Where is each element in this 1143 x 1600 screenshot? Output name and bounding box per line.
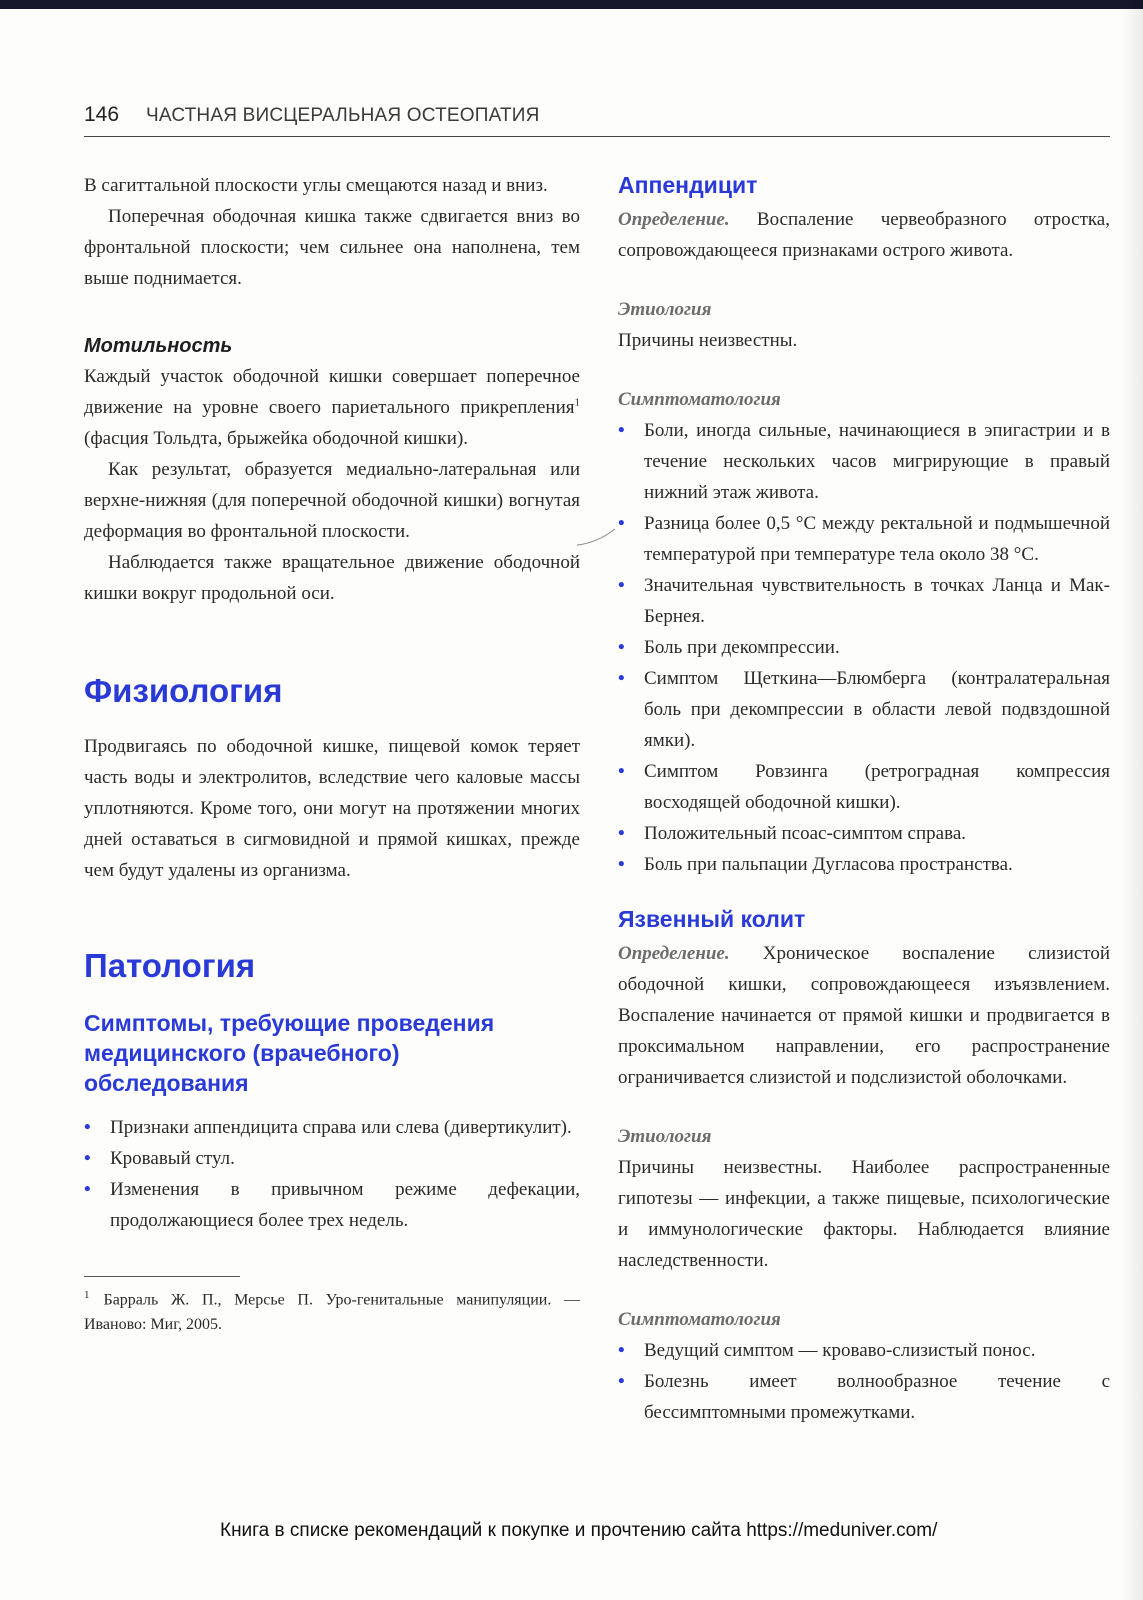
colitis-etiology: Причины неизвестны. Наиболее распространенные гипотезы — инфекции, а также пищевые, психологические и иммунологические факторы. Наблюдается влияние наследственности.	[618, 1157, 1110, 1271]
appendicitis-etiology-label: Этиология	[618, 299, 712, 320]
appendicitis-symptoms-list	[618, 415, 1110, 880]
paragraph-sagittal: В сагиттальной плоскости углы смещаются назад и вниз.	[84, 175, 548, 196]
list-item: • Симптом Ровзинга (ретроградная компрессия восходящей ободочной кишки).	[618, 756, 1110, 818]
footnote-ref: 1	[574, 396, 580, 409]
chapter-title: ЧАСТНАЯ ВИСЦЕРАЛЬНАЯ ОСТЕОПАТИЯ	[146, 105, 540, 126]
paragraph-rotation: Наблюдается также вращательное движение ободочной кишки вокруг продольной оси.	[84, 552, 580, 604]
colitis-etiology-label: Этиология	[618, 1126, 712, 1147]
list-item: • Изменения в привычном режиме дефекации, продолжающиеся более трех недель.	[84, 1174, 580, 1236]
symptoms-exam-list	[84, 1112, 580, 1236]
running-head	[84, 100, 1110, 137]
list-item: • Боль при декомпрессии.	[618, 632, 1110, 663]
list-item: • Болезнь имеет волнообразное течение с бессимптомными промежутками.	[618, 1366, 1110, 1428]
list-item: • Боли, иногда сильные, начинающиеся в эпигастрии и в течение нескольких часов мигрирующие в правый нижний этаж живота.	[618, 415, 1110, 508]
list-item: • Ведущий симптом — кроваво-слизистый понос.	[618, 1335, 1110, 1366]
bullet-icon: •	[84, 1148, 91, 1169]
page-fold-shadow	[1121, 0, 1143, 1600]
bullet-icon: •	[618, 575, 625, 596]
appendicitis-heading: Аппендицит	[618, 172, 758, 198]
bullet-icon: •	[618, 637, 625, 658]
bullet-icon: •	[618, 1340, 625, 1361]
bullet-icon: •	[618, 513, 625, 534]
bullet-icon: •	[84, 1117, 91, 1138]
right-column	[618, 170, 1110, 1428]
list-item: • Значительная чувствительность в точках Ланца и Мак-Бернея.	[618, 570, 1110, 632]
bullet-icon: •	[618, 854, 625, 875]
bullet-icon: •	[618, 668, 625, 689]
colitis-symptoms-list	[618, 1335, 1110, 1428]
bullet-icon: •	[618, 420, 625, 441]
symptoms-exam-heading: Симптомы, требующие проведения медицинского (врачебного) обследования	[84, 1010, 495, 1096]
appendicitis-etiology: Причины неизвестны.	[618, 330, 798, 351]
pathology-heading: Патология	[84, 947, 256, 984]
list-item: • Симптом Щеткина—Блюмберга (контралатеральная боль при декомпрессии в области левой подвздошной ямки).	[618, 663, 1110, 756]
paragraph-motility: Каждый участок ободочной кишки совершает поперечное движение на уровне своего париетального прикрепления$^1$ (фасция Тольдта, брыжейка ободочной кишки).	[84, 366, 580, 449]
list-item: • Разница более 0,5 °С между ректальной и подмышечной температурой при температуре тела около 38 °С.	[618, 508, 1110, 570]
footnote: $^1$ Барраль Ж. П., Мерсье П. Уро-генитальные манипуляции. — Иваново: Миг, 2005.	[84, 1289, 580, 1334]
appendicitis-definition: Определение. Воспаление червеобразного отростка, сопровождающееся признаками острого живота.	[618, 209, 1110, 261]
paragraph-transverse-colon: Поперечная ободочная кишка также сдвигается вниз во фронтальной плоскости; чем сильнее она наполнена, тем выше поднимается.	[84, 206, 580, 289]
left-column	[84, 170, 580, 1337]
pen-mark-icon	[575, 525, 619, 549]
list-item: • Боль при пальпации Дугласова пространства.	[618, 849, 1110, 880]
colitis-heading: Язвенный колит	[618, 906, 806, 932]
colitis-symptomatology-label: Симптоматология	[618, 1309, 781, 1330]
paragraph-physiology: Продвигаясь по ободочной кишке, пищевой комок теряет часть воды и электролитов, вследствие чего каловые массы уплотняются. Кроме того, они могут на протяжении многих дней оставаться в сигмовидной и прямой кишках, прежде чем будут удалены из организма.	[84, 736, 580, 881]
page-number: 146	[84, 103, 120, 126]
bullet-icon: •	[84, 1179, 91, 1200]
website-notice: Книга в списке рекомендаций к покупке и прочтению сайта https://meduniver.com/	[220, 1520, 938, 1541]
appendicitis-symptomatology-label: Симптоматология	[618, 389, 781, 410]
list-item: • Положительный псоас-симптом справа.	[618, 818, 1110, 849]
bullet-icon: •	[618, 823, 625, 844]
scan-top-edge	[0, 0, 1143, 9]
list-item: • Кровавый стул.	[84, 1143, 580, 1174]
paragraph-deformation: Как результат, образуется медиально-латеральная или верхне-нижняя (для поперечной ободочной кишки) вогнутая деформация во фронтальной плоскости.	[84, 459, 580, 542]
list-item: • Признаки аппендицита справа или слева (дивертикулит).	[84, 1112, 580, 1143]
colitis-definition: Определение. Хроническое воспаление слизистой ободочной кишки, сопровождающееся изъязвлением. Воспаление начинается от прямой кишки и продвигается в проксимальном направлении, его распространение ограничивается слизистой и подслизистой оболочками.	[618, 943, 1110, 1088]
bullet-icon: •	[618, 761, 625, 782]
motility-heading: Мотильность	[84, 335, 233, 357]
bullet-icon: •	[618, 1371, 625, 1392]
physiology-heading: Физиология	[84, 672, 283, 709]
